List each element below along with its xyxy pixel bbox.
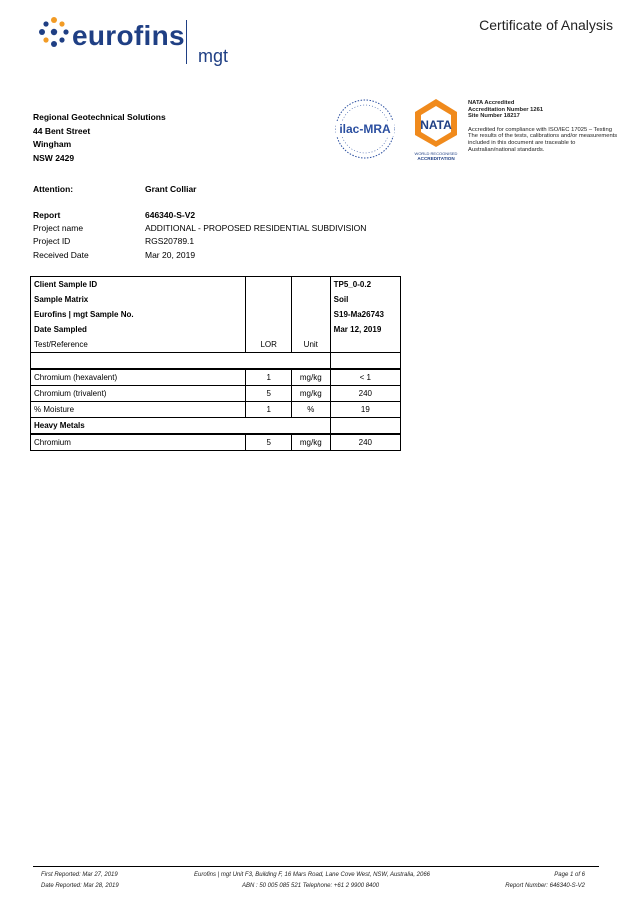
test-name: Chromium (trivalent) — [31, 386, 246, 402]
accreditation-statement: Accredited for compliance with ISO/IEC 17025 – Testing The results of the tests, calibrations and/or measurements included in this document are traceable to Australian/national standards. — [468, 126, 618, 153]
attention-value: Grant Colliar — [145, 184, 197, 194]
client-town: Wingham — [33, 139, 72, 149]
client-company: Regional Geotechnical Solutions — [33, 112, 166, 122]
column-header-row — [31, 337, 401, 353]
unit-value: % — [291, 402, 330, 418]
accreditation-details — [468, 100, 618, 153]
footer-divider — [33, 866, 599, 867]
nata-text: NATA — [420, 118, 452, 132]
ilac-text: ilac-MRA — [339, 122, 391, 136]
lor-value: 1 — [246, 402, 291, 418]
header-row-sample-no — [31, 307, 401, 322]
received-date-label: Received Date — [33, 250, 89, 260]
client-street: 44 Bent Street — [33, 125, 91, 136]
header-label: Date Sampled — [34, 325, 87, 334]
report-number: Report Number: 646340-S-V2 — [505, 883, 585, 889]
unit-value: mg/kg — [291, 434, 330, 451]
logo-divider — [186, 20, 187, 64]
project-name-label: Project name — [33, 223, 84, 233]
header-label: Eurofins | mgt Sample No. — [34, 310, 134, 319]
header-label: Client Sample ID — [34, 280, 98, 289]
lab-address: Eurofins | mgt Unit F3, Building F, 16 Mars Road, Lane Cove West, NSW, Australia, 2066 — [194, 872, 430, 878]
project-name-value: ADDITIONAL - PROPOSED RESIDENTIAL SUBDIVISION — [145, 223, 367, 233]
client-state-postcode: NSW 2429 — [33, 152, 75, 163]
header-value: S19-Ma26743 — [330, 307, 400, 322]
page-number: Page 1 of 6 — [554, 872, 585, 878]
section-heading: Heavy Metals — [31, 418, 246, 435]
table-row — [31, 402, 401, 418]
abn-telephone: ABN : 50 005 085 521 Telephone: +61 2 9900 8400 — [242, 883, 380, 889]
nata-logo-icon — [411, 97, 461, 163]
document-title: Certificate of Analysis — [479, 17, 613, 33]
site-number: Site Number 18217 — [468, 113, 520, 120]
section-heading-row — [31, 418, 401, 435]
column-test-reference: Test/Reference — [34, 340, 88, 349]
column-unit: Unit — [291, 337, 330, 353]
date-reported: Date Reported: Mar 28, 2019 — [41, 883, 119, 889]
nata-accredited: NATA Accredited — [468, 100, 515, 106]
results-table — [30, 276, 401, 451]
first-reported: First Reported: Mar 27, 2019 — [41, 872, 118, 878]
lor-value: 5 — [246, 386, 291, 402]
unit-value: mg/kg — [291, 369, 330, 386]
header-value: Soil — [330, 292, 400, 307]
report-label: Report — [33, 210, 61, 220]
result-value: 240 — [330, 434, 400, 451]
result-value: < 1 — [330, 369, 400, 386]
received-date-value: Mar 20, 2019 — [145, 250, 196, 260]
attention-label: Attention: — [33, 184, 74, 194]
lor-value: 5 — [246, 434, 291, 451]
brand-name: eurofins — [72, 20, 185, 51]
header-row-date-sampled — [31, 322, 401, 337]
ilac-mra-logo-icon — [334, 96, 396, 162]
table-row — [31, 386, 401, 402]
header-value: TP5_0-0.2 — [330, 277, 400, 293]
nata-sub-text-2: ACCREDITATION — [417, 156, 455, 161]
report-value: 646340-S-V2 — [145, 210, 196, 220]
unit-value: mg/kg — [291, 386, 330, 402]
client-address — [33, 111, 166, 165]
eurofins-logo — [38, 14, 238, 74]
header-value: Mar 12, 2019 — [330, 322, 400, 337]
column-lor: LOR — [246, 337, 291, 353]
test-name: % Moisture — [31, 402, 246, 418]
header-row-client-sample-id — [31, 277, 401, 293]
table-row — [31, 434, 401, 451]
accreditation-number: Accreditation Number 1261 — [468, 106, 544, 113]
sub-brand: mgt — [198, 46, 229, 66]
result-value: 240 — [330, 386, 400, 402]
result-value: 19 — [330, 402, 400, 418]
project-id-value: RGS20789.1 — [145, 236, 195, 246]
header-row-sample-matrix — [31, 292, 401, 307]
lor-value: 1 — [246, 369, 291, 386]
project-id-label: Project ID — [33, 236, 71, 246]
eurofins-dots-icon — [38, 16, 70, 48]
table-row — [31, 369, 401, 386]
test-name: Chromium (hexavalent) — [31, 369, 246, 386]
spacer-row — [31, 353, 401, 370]
nata-sub-text: WORLD RECOGNISED — [414, 151, 458, 156]
test-name: Chromium — [31, 434, 246, 451]
header-label: Sample Matrix — [34, 295, 89, 304]
